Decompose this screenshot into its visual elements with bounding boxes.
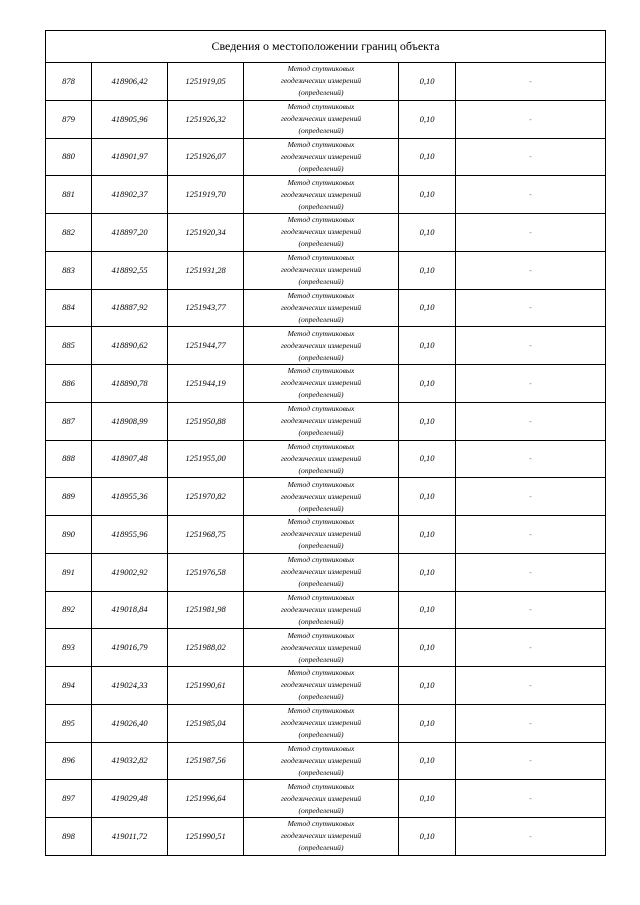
method-cell (244, 289, 399, 327)
y-coordinate-cell: 1251987,56 (168, 742, 244, 780)
description-cell: - (456, 440, 606, 478)
point-number-cell: 879 (46, 100, 92, 138)
accuracy-cell: 0,10 (399, 553, 456, 591)
table-row (46, 63, 605, 100)
table-row (46, 176, 605, 214)
x-coordinate-cell: 419032,82 (92, 742, 168, 780)
x-coordinate-cell: 418887,92 (92, 289, 168, 327)
y-coordinate-cell: 1251943,77 (168, 289, 244, 327)
description-cell: - (456, 100, 606, 138)
method-line: (определений) (298, 163, 344, 173)
method-line: (определений) (298, 126, 344, 136)
description-cell: - (456, 365, 606, 403)
method-line: геодезических измерений (280, 189, 362, 199)
table-row (46, 251, 605, 289)
method-line: Метод спутниковых (287, 404, 355, 414)
description-cell: - (456, 402, 606, 440)
y-coordinate-cell: 1251920,34 (168, 214, 244, 252)
accuracy-cell: 0,10 (399, 667, 456, 705)
description-cell: - (456, 176, 606, 214)
y-coordinate-cell: 1251990,61 (168, 667, 244, 705)
point-number-cell: 898 (46, 818, 92, 855)
accuracy-cell: 0,10 (399, 478, 456, 516)
method-line: (определений) (298, 730, 344, 740)
description-cell: - (456, 742, 606, 780)
x-coordinate-cell: 418897,20 (92, 214, 168, 252)
method-line: геодезических измерений (280, 604, 362, 614)
method-cell (244, 629, 399, 667)
point-number-cell: 891 (46, 553, 92, 591)
method-line: геодезических измерений (280, 755, 362, 765)
y-coordinate-cell: 1251919,05 (168, 63, 244, 100)
y-coordinate-cell: 1251926,07 (168, 138, 244, 176)
x-coordinate-cell: 419016,79 (92, 629, 168, 667)
x-coordinate-cell: 419002,92 (92, 553, 168, 591)
description-cell: - (456, 251, 606, 289)
method-line: геодезических измерений (280, 680, 362, 690)
method-cell (244, 742, 399, 780)
method-line: Метод спутниковых (287, 668, 355, 678)
y-coordinate-cell: 1251955,00 (168, 440, 244, 478)
y-coordinate-cell: 1251990,51 (168, 818, 244, 855)
table-row (46, 214, 605, 252)
method-cell (244, 704, 399, 742)
accuracy-cell: 0,10 (399, 289, 456, 327)
point-number-cell: 895 (46, 704, 92, 742)
table-row (46, 591, 605, 629)
description-cell: - (456, 591, 606, 629)
method-line: (определений) (298, 277, 344, 287)
method-line: Метод спутниковых (287, 253, 355, 263)
point-number-cell: 896 (46, 742, 92, 780)
method-line: Метод спутниковых (287, 328, 355, 338)
x-coordinate-cell: 418907,48 (92, 440, 168, 478)
description-cell: - (456, 516, 606, 554)
method-line: (определений) (298, 390, 344, 400)
y-coordinate-cell: 1251981,98 (168, 591, 244, 629)
method-line: Метод спутниковых (287, 555, 355, 565)
x-coordinate-cell: 418890,62 (92, 327, 168, 365)
accuracy-cell: 0,10 (399, 176, 456, 214)
x-coordinate-cell: 418890,78 (92, 365, 168, 403)
y-coordinate-cell: 1251950,88 (168, 402, 244, 440)
description-cell: - (529, 831, 532, 841)
method-line: геодезических измерений (280, 831, 362, 841)
description-cell: - (456, 289, 606, 327)
point-number-cell: 882 (46, 214, 92, 252)
y-coordinate-cell: 1251985,04 (168, 704, 244, 742)
y-coordinate-cell: 1251944,77 (168, 327, 244, 365)
method-line: (определений) (298, 541, 344, 551)
method-line: (определений) (298, 503, 344, 513)
accuracy-cell: 0,10 (399, 365, 456, 403)
accuracy-cell: 0,10 (399, 327, 456, 365)
accuracy-cell: 0,10 (399, 629, 456, 667)
table-row (46, 100, 605, 138)
x-coordinate-cell: 419011,72 (92, 818, 168, 855)
method-line: (определений) (298, 201, 344, 211)
method-cell (244, 553, 399, 591)
method-cell (244, 402, 399, 440)
description-cell: - (456, 629, 606, 667)
method-line: Метод спутниковых (287, 102, 355, 112)
table-row (46, 138, 605, 176)
method-line: геодезических измерений (280, 642, 362, 652)
accuracy-cell: 0,10 (399, 818, 456, 855)
method-line: (определений) (298, 767, 344, 777)
point-number-cell: 885 (46, 327, 92, 365)
accuracy-cell: 0,10 (399, 251, 456, 289)
table-title: Сведения о местоположении границ объекта (46, 31, 605, 63)
method-cell (244, 176, 399, 214)
point-number-cell: 883 (46, 251, 92, 289)
y-coordinate-cell: 1251944,19 (168, 365, 244, 403)
method-line: (определений) (298, 88, 344, 98)
table-row (46, 516, 605, 554)
x-coordinate-cell: 418892,55 (92, 251, 168, 289)
table-row (46, 704, 605, 742)
method-line: Метод спутниковых (287, 592, 355, 602)
x-coordinate-cell: 418901,97 (92, 138, 168, 176)
x-coordinate-cell: 419026,40 (92, 704, 168, 742)
method-line: Метод спутниковых (287, 64, 355, 74)
method-cell (244, 667, 399, 705)
table-row (46, 818, 605, 855)
method-cell (244, 251, 399, 289)
x-coordinate-cell: 418906,42 (92, 63, 168, 100)
method-line: (определений) (298, 805, 344, 815)
y-coordinate-cell: 1251988,02 (168, 629, 244, 667)
y-coordinate-cell: 1251968,75 (168, 516, 244, 554)
accuracy-cell: 0,10 (399, 440, 456, 478)
method-line: геодезических измерений (280, 76, 362, 86)
x-coordinate-cell: 418902,37 (92, 176, 168, 214)
method-line: геодезических измерений (280, 114, 362, 124)
point-number-cell: 897 (46, 780, 92, 818)
method-line: (определений) (298, 465, 344, 475)
method-line: (определений) (298, 654, 344, 664)
table-row (46, 440, 605, 478)
table-row (46, 289, 605, 327)
method-line: геодезических измерений (280, 453, 362, 463)
y-coordinate-cell: 1251931,28 (168, 251, 244, 289)
method-line: Метод спутниковых (287, 441, 355, 451)
point-number-cell: 893 (46, 629, 92, 667)
point-number-cell: 880 (46, 138, 92, 176)
method-line: геодезических измерений (280, 340, 362, 350)
method-line: (определений) (298, 692, 344, 702)
method-line: (определений) (298, 843, 344, 853)
accuracy-cell: 0,10 (399, 780, 456, 818)
accuracy-cell: 0,10 (399, 100, 456, 138)
method-line: Метод спутниковых (287, 177, 355, 187)
point-number-cell: 887 (46, 402, 92, 440)
method-line: Метод спутниковых (287, 630, 355, 640)
table-row (46, 780, 605, 818)
point-number-cell: 884 (46, 289, 92, 327)
x-coordinate-cell: 419029,48 (92, 780, 168, 818)
table-row (46, 629, 605, 667)
method-line: (определений) (298, 239, 344, 249)
accuracy-cell: 0,10 (399, 742, 456, 780)
table-row (46, 742, 605, 780)
point-number-cell: 881 (46, 176, 92, 214)
accuracy-cell: 0,10 (399, 214, 456, 252)
method-cell (244, 63, 399, 100)
description-cell: - (456, 63, 606, 100)
description-cell: - (456, 704, 606, 742)
point-number-cell: 894 (46, 667, 92, 705)
method-cell (244, 138, 399, 176)
point-number-cell: 878 (46, 63, 92, 100)
y-coordinate-cell: 1251976,58 (168, 553, 244, 591)
accuracy-cell: 0,10 (399, 138, 456, 176)
method-line: Метод спутниковых (287, 290, 355, 300)
method-line: Метод спутниковых (287, 517, 355, 527)
method-line: геодезических измерений (280, 718, 362, 728)
x-coordinate-cell: 418908,99 (92, 402, 168, 440)
method-cell (244, 214, 399, 252)
description-cell: - (456, 214, 606, 252)
description-cell: - (456, 667, 606, 705)
method-line: Метод спутниковых (287, 139, 355, 149)
table-row (46, 327, 605, 365)
method-line: Метод спутниковых (287, 819, 355, 829)
method-line: геодезических измерений (280, 302, 362, 312)
method-line: геодезических измерений (280, 416, 362, 426)
description-cell: - (456, 478, 606, 516)
y-coordinate-cell: 1251926,32 (168, 100, 244, 138)
x-coordinate-cell: 418905,96 (92, 100, 168, 138)
table-row (46, 478, 605, 516)
method-cell (244, 516, 399, 554)
accuracy-cell: 0,10 (399, 402, 456, 440)
method-line: Метод спутниковых (287, 366, 355, 376)
point-number-cell: 888 (46, 440, 92, 478)
method-cell (244, 327, 399, 365)
accuracy-cell: 0,10 (399, 516, 456, 554)
accuracy-cell: 0,10 (399, 591, 456, 629)
table-row (46, 402, 605, 440)
accuracy-cell: 0,10 (399, 63, 456, 100)
method-cell (244, 780, 399, 818)
method-line: геодезических измерений (280, 529, 362, 539)
method-line: геодезических измерений (280, 265, 362, 275)
method-line: (определений) (298, 314, 344, 324)
x-coordinate-cell: 419018,84 (92, 591, 168, 629)
y-coordinate-cell: 1251919,70 (168, 176, 244, 214)
point-number-cell: 886 (46, 365, 92, 403)
x-coordinate-cell: 419024,33 (92, 667, 168, 705)
y-coordinate-cell: 1251970,82 (168, 478, 244, 516)
point-number-cell: 892 (46, 591, 92, 629)
method-line: геодезических измерений (280, 491, 362, 501)
method-cell (244, 478, 399, 516)
method-cell (244, 591, 399, 629)
table-row (46, 667, 605, 705)
x-coordinate-cell: 418955,96 (92, 516, 168, 554)
accuracy-cell: 0,10 (399, 704, 456, 742)
point-number-cell: 889 (46, 478, 92, 516)
description-cell: - (456, 780, 606, 818)
point-number-cell: 890 (46, 516, 92, 554)
method-cell (244, 100, 399, 138)
x-coordinate-cell: 418955,36 (92, 478, 168, 516)
method-line: геодезических измерений (280, 378, 362, 388)
description-cell: - (456, 553, 606, 591)
method-line: геодезических измерений (280, 227, 362, 237)
coordinates-table (46, 63, 605, 855)
method-line: (определений) (298, 428, 344, 438)
method-line: Метод спутниковых (287, 706, 355, 716)
method-line: Метод спутниковых (287, 479, 355, 489)
method-cell (244, 818, 399, 855)
coordinates-table-body (46, 63, 605, 855)
method-cell (244, 440, 399, 478)
table-row (46, 365, 605, 403)
method-line: (определений) (298, 579, 344, 589)
boundary-info-sheet (45, 30, 606, 856)
description-cell: - (456, 327, 606, 365)
method-line: геодезических измерений (280, 151, 362, 161)
method-line: (определений) (298, 616, 344, 626)
table-row (46, 553, 605, 591)
method-line: геодезических измерений (280, 567, 362, 577)
method-line: Метод спутниковых (287, 215, 355, 225)
method-line: (определений) (298, 352, 344, 362)
y-coordinate-cell: 1251996,64 (168, 780, 244, 818)
description-cell: - (456, 138, 606, 176)
method-line: Метод спутниковых (287, 781, 355, 791)
method-cell (244, 365, 399, 403)
method-line: геодезических измерений (280, 793, 362, 803)
method-line: Метод спутниковых (287, 743, 355, 753)
